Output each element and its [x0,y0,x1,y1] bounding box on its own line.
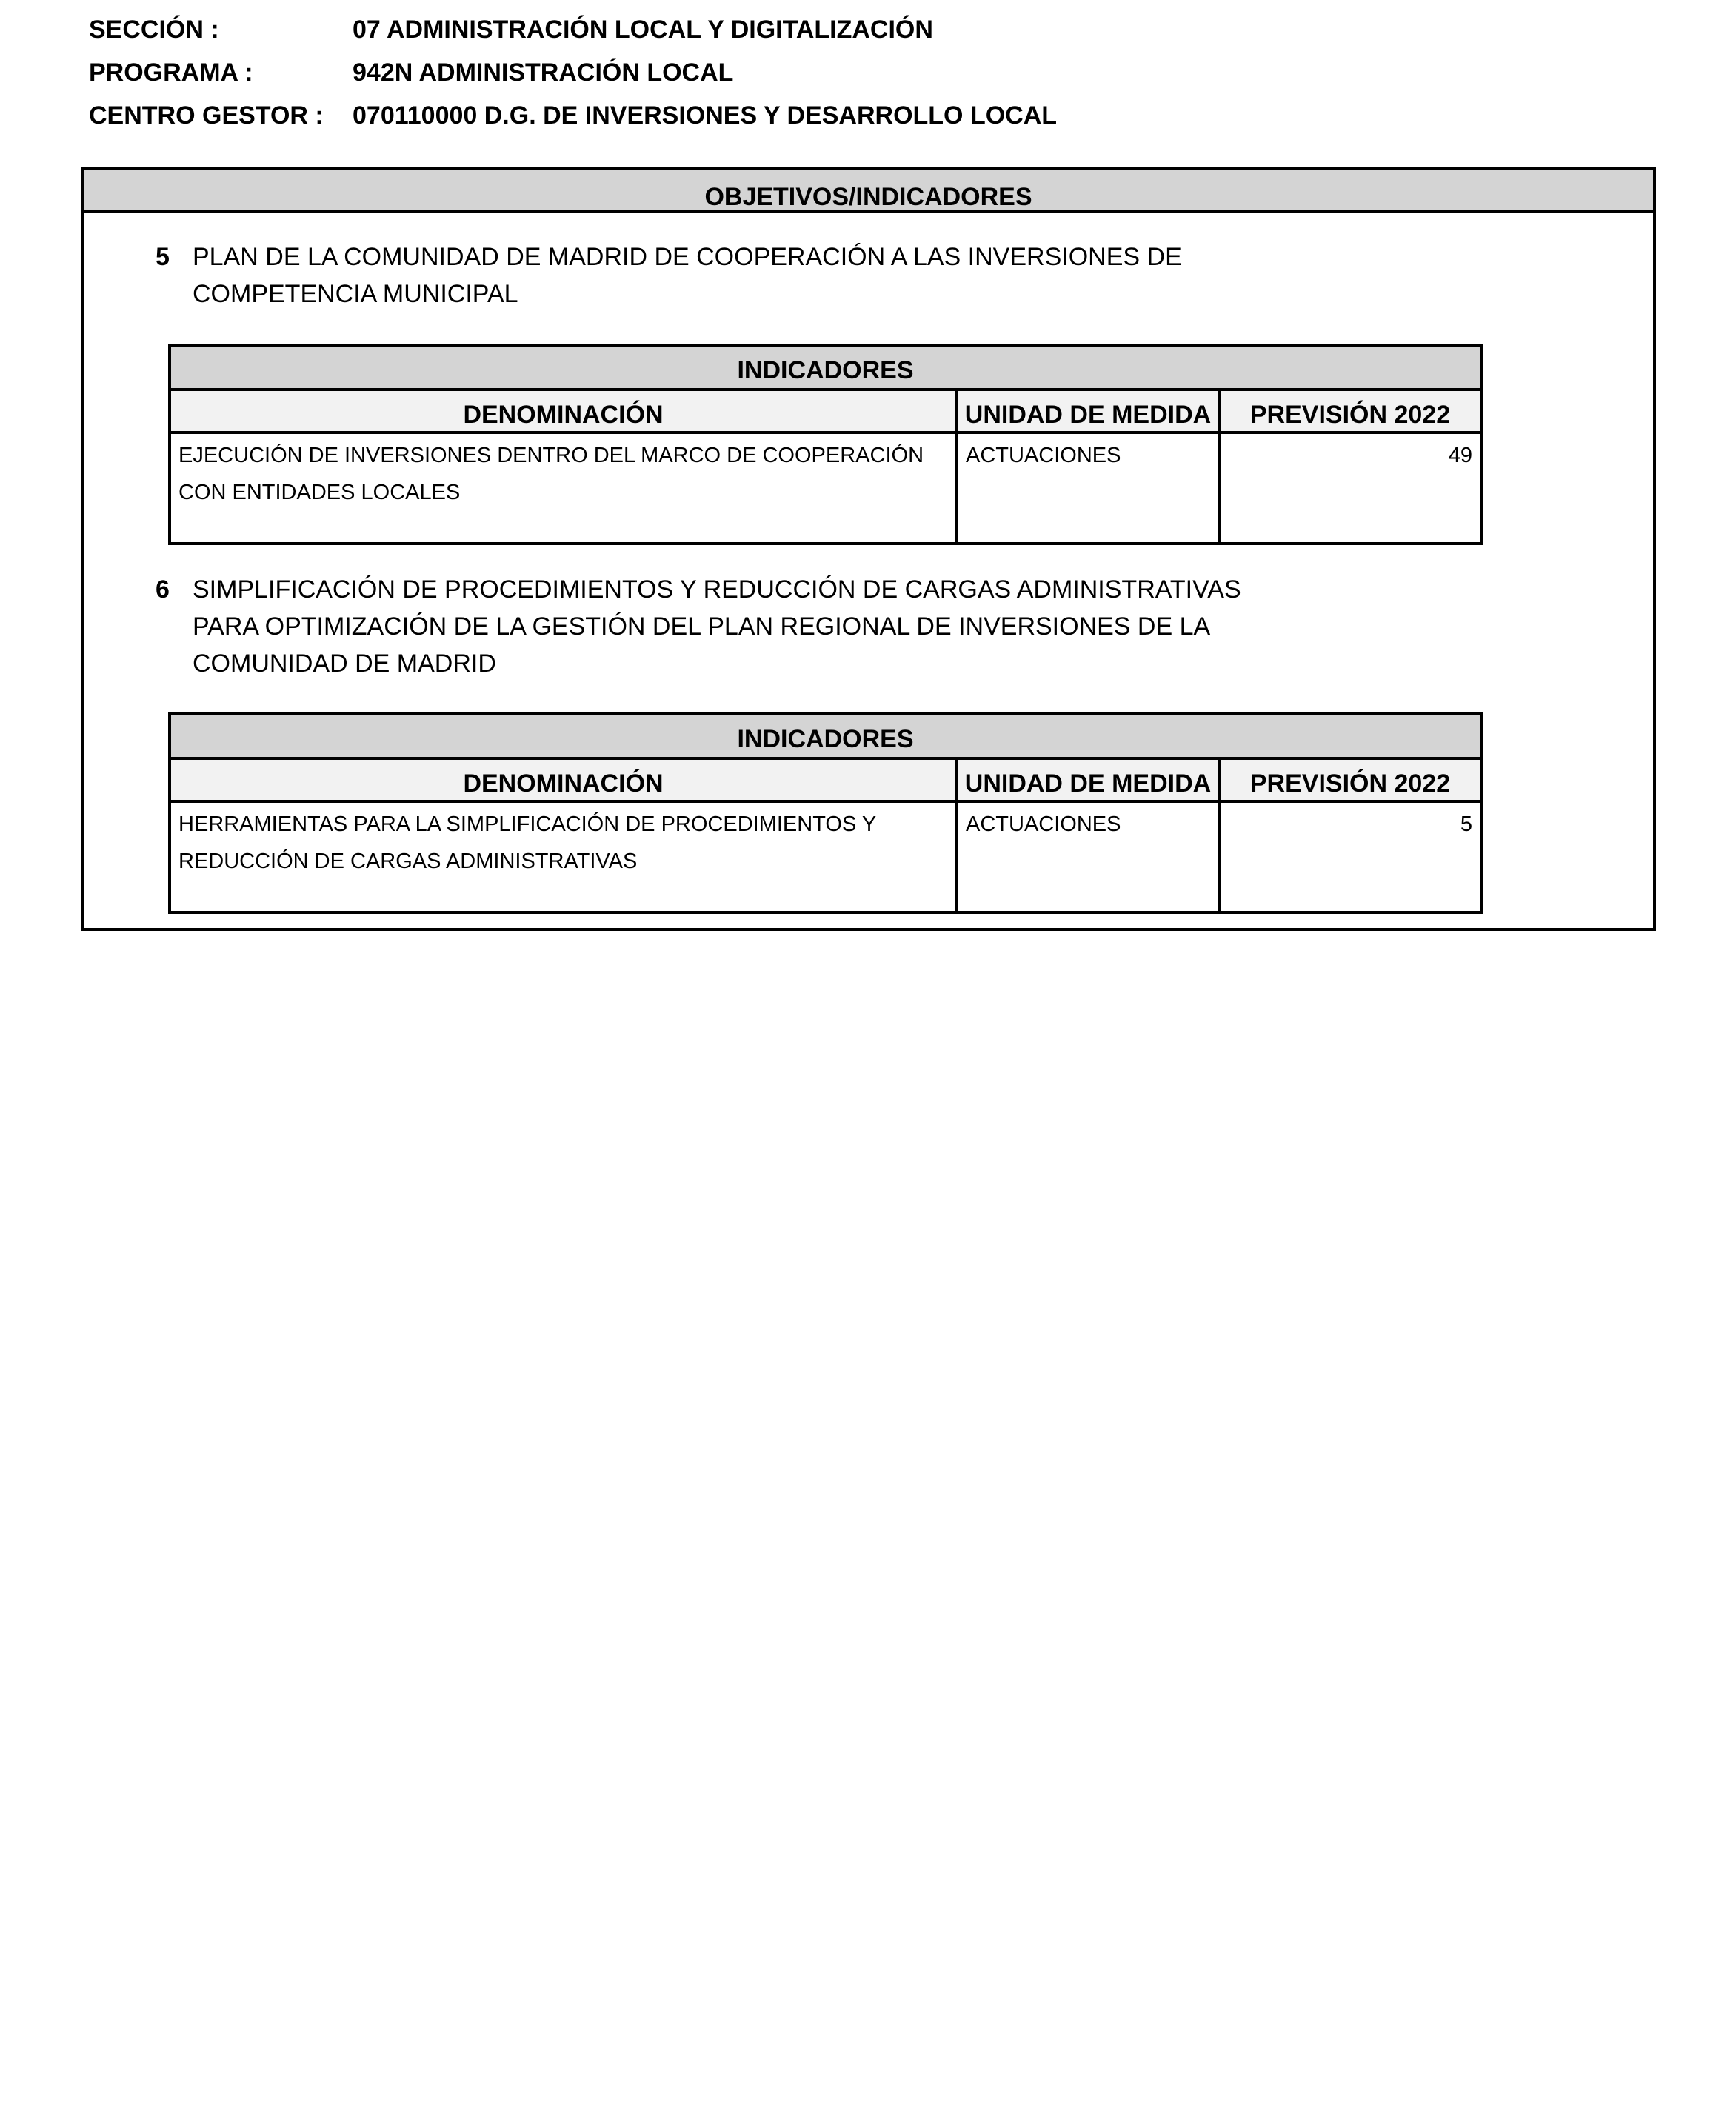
indicators-table [168,712,1483,914]
column-header-unidad: UNIDAD DE MEDIDA [957,390,1219,433]
seccion-value: 07 ADMINISTRACIÓN LOCAL Y DIGITALIZACIÓN [353,16,933,44]
objectives-title: OBJETIVOS/INDICADORES [84,170,1653,213]
cell-prevision: 5 [1219,801,1481,912]
cell-line: REDUCCIÓN DE CARGAS ADMINISTRATIVAS [178,849,638,873]
cell-unidad: ACTUACIONES [957,433,1219,544]
table-row [170,801,1481,912]
cell-line: EJECUCIÓN DE INVERSIONES DENTRO DEL MARCO DE COOPERACIÓN [178,444,924,467]
indicators-table [168,344,1483,545]
indicators-table-title: INDICADORES [170,345,1481,390]
programa-value: 942N ADMINISTRACIÓN LOCAL [353,59,734,87]
cell-unidad: ACTUACIONES [957,801,1219,912]
column-header-prevision: PREVISIÓN 2022 [1219,390,1481,433]
objective-description [193,571,1303,682]
centro-gestor-value: 070110000 D.G. DE INVERSIONES Y DESARROLLO LOCAL [353,101,1058,130]
objective-number: 5 [156,243,170,271]
objective-line: SIMPLIFICACIÓN DE PROCEDIMIENTOS Y REDUCCIÓN DE CARGAS ADMINISTRATIVAS [193,575,1241,604]
cell-denominacion [170,801,957,912]
table-row [170,433,1481,544]
column-header-prevision: PREVISIÓN 2022 [1219,758,1481,801]
seccion-label: SECCIÓN : [89,16,219,44]
objective-line: COMUNIDAD DE MADRID [193,650,496,678]
objective-line: PARA OPTIMIZACIÓN DE LA GESTIÓN DEL PLAN REGIONAL DE INVERSIONES DE LA [193,612,1211,641]
centro-gestor-label: CENTRO GESTOR : [89,101,324,130]
column-header-denominacion: DENOMINACIÓN [170,390,957,433]
objective-line: PLAN DE LA COMUNIDAD DE MADRID DE COOPERACIÓN A LAS INVERSIONES DE [193,243,1182,271]
column-header-denominacion: DENOMINACIÓN [170,758,957,801]
indicators-table-title: INDICADORES [170,714,1481,758]
programa-label: PROGRAMA : [89,59,253,87]
cell-line: CON ENTIDADES LOCALES [178,481,461,504]
objective-description [193,238,1303,313]
objective-line: COMPETENCIA MUNICIPAL [193,280,518,308]
objective-number: 6 [156,575,170,604]
cell-denominacion [170,433,957,544]
column-header-unidad: UNIDAD DE MEDIDA [957,758,1219,801]
cell-line: HERRAMIENTAS PARA LA SIMPLIFICACIÓN DE PROCEDIMIENTOS Y [178,812,877,836]
cell-prevision: 49 [1219,433,1481,544]
